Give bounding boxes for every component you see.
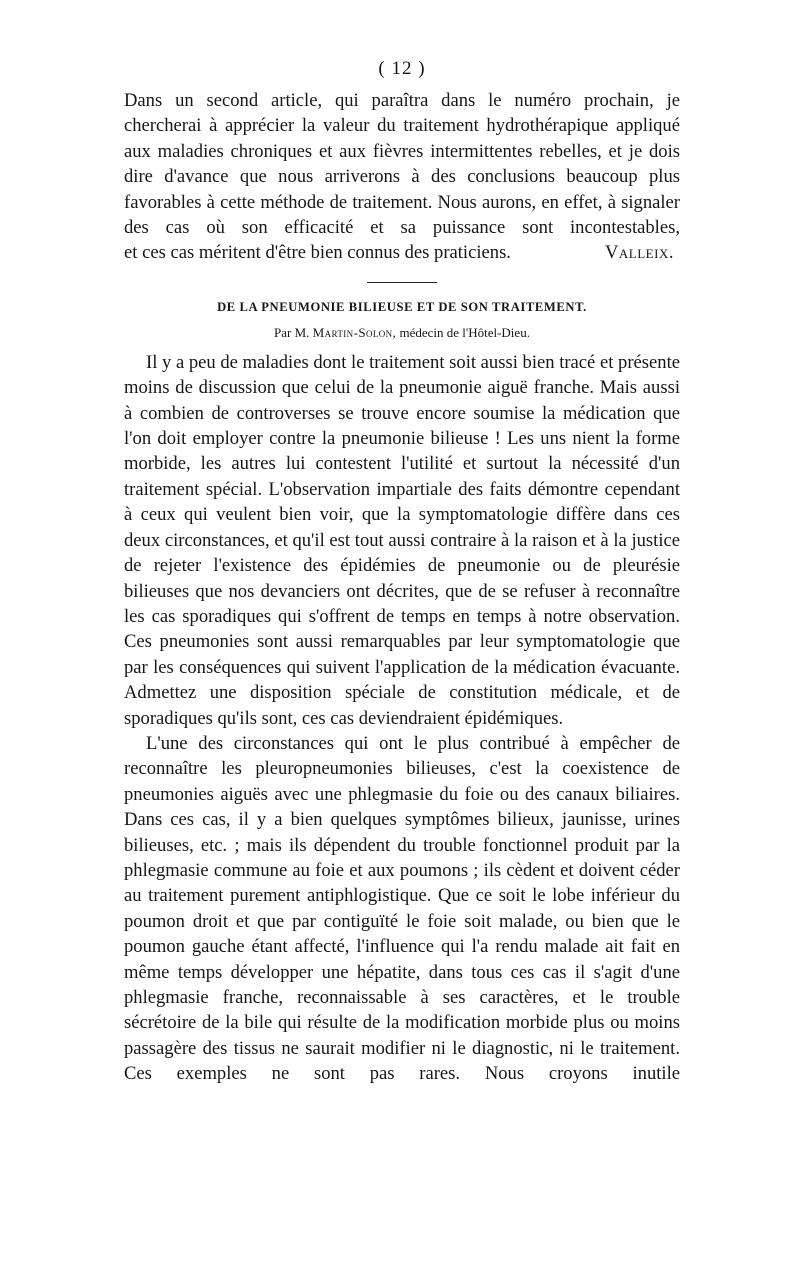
section-divider xyxy=(367,282,437,283)
body-paragraph-2: L'une des circonstances qui ont le plus contribué à empêcher de reconnaître les pleuropneumonies bilieuses, c'est la coexistence de pneumonies aiguës avec une phlegmasie du foie ou des canaux biliaires. Dans ces cas, il y a bien quelques symptômes bilieux, jaunisse, urines bilieuses, etc. ; mais ils dépendent du trouble fonctionnel produit par la phlegmasie commune au foie et aux poumons ; ils cèdent et doivent céder au traitement purement antiphlogistique. Que ce soit le lobe inférieur du poumon droit et que par contiguïté le foie soit malade, ou bien que le poumon gauche étant affecté, l'influence qui l'a rendu malade ait fait en même temps développer une hépatite, dans tous ces cas il s'agit d'une phlegmasie franche, reconnaissable à ses caractères, et le trouble sécrétoire de la bile qui résulte de la modification morbide plus ou moins passagère des tissus ne saurait modifier ni le diagnostic, ni le traitement. Ces exemples ne sont pas rares. Nous croyons inutile xyxy=(124,732,680,1085)
article-title: DE LA PNEUMONIE BILIEUSE ET DE SON TRAITEMENT. xyxy=(217,299,587,314)
book-page xyxy=(124,58,680,1087)
author-signature: Valleix. xyxy=(604,242,674,264)
article-byline xyxy=(124,325,680,341)
intro-closing-line xyxy=(124,240,680,265)
article-author: Martin-Solon, xyxy=(312,324,397,340)
byline-prefix: Par M. xyxy=(274,324,310,340)
body-paragraph-1: Il y a peu de maladies dont le traitement soit aussi bien tracé et présente moins de discussion que celui de la pneumonie aiguë franche. Mais aussi à combien de controverses se trouve encore soumise la médication que l'on doit employer contre la pneumonie bilieuse ! Les uns nient la forme morbide, les autres lui contestent l'utilité et surtout la nécessité d'un traitement spécial. L'observation impartiale des faits démontre cependant à ceux qui veulent bien voir, que la symptomatologie diffère dans ces deux circonstances, et qu'il est tout aussi contraire à la raison et à la justice de rejeter l'existence des épidémies de pneumonie ou de pleurésie bilieuses que nos devanciers ont décrites, que de se refuser à reconnaître les cas sporadiques qui s'offrent de temps en temps à notre observation. Ces pneumonies sont aussi remarquables par leur symptomatologie que par les conséquences qui suivent l'application de la médication évacuante. Admettez une disposition spéciale de constitution médicale, et de sporadiques qu'ils sont, ces cas deviendraient épidémiques. xyxy=(124,351,680,729)
author-role: médecin de l'Hôtel-Dieu. xyxy=(399,324,530,340)
intro-paragraph: Dans un second article, qui paraîtra dans le numéro prochain, je chercherai à apprécier la valeur du traitement hydrothérapique appliqué aux maladies chroniques et aux fièvres intermittentes rebelles, et je dois dire d'avance que nous arriverons à des conclusions beaucoup plus favorables à cette méthode de traitement. Nous aurons, en effet, à signaler des cas où son efficacité et sa puissance sont incontestables, xyxy=(124,90,680,239)
intro-closing-text: et ces cas méritent d'être bien connus des praticiens. xyxy=(124,242,511,264)
page-number: ( 12 ) xyxy=(378,58,426,79)
